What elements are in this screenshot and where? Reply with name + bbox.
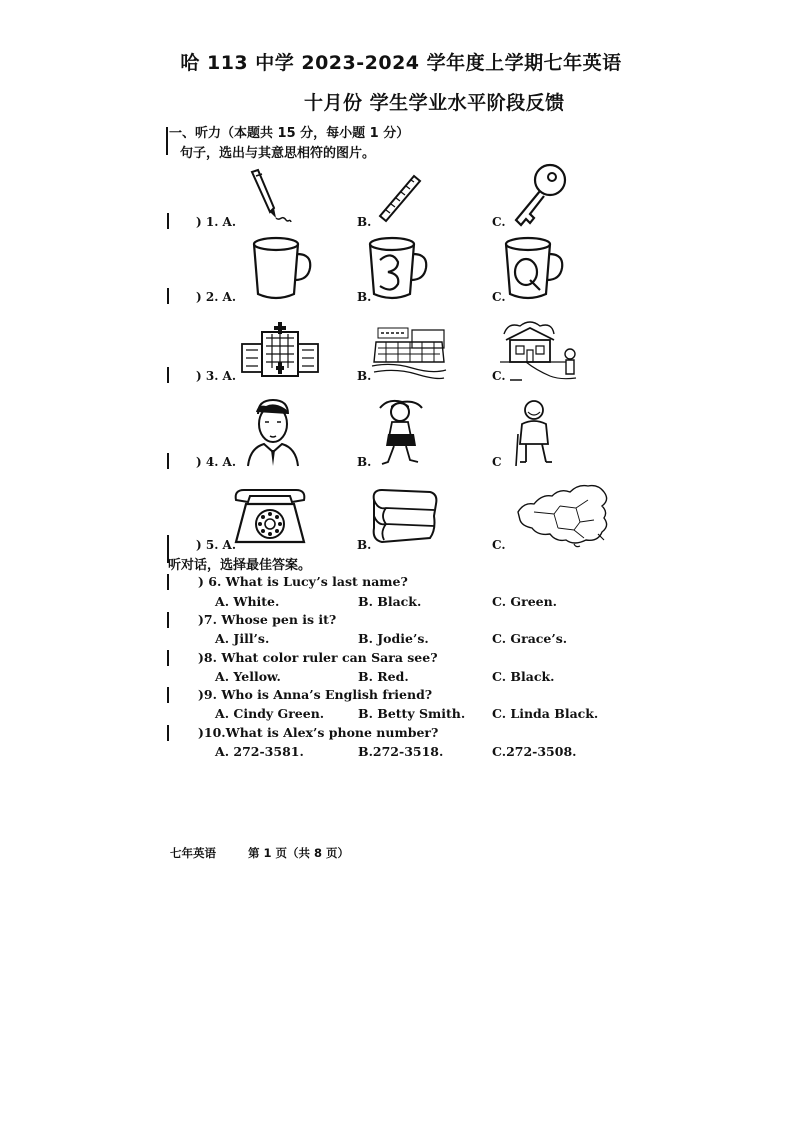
- q7-option-c: C. Grace’s.: [492, 631, 568, 646]
- pen-icon: [244, 168, 292, 230]
- q2-option-b: B.: [357, 290, 372, 304]
- q5-option-b: B.: [357, 538, 372, 552]
- q1-option-b: B.: [357, 215, 372, 229]
- q10-option-b: B.272-3518.: [358, 744, 444, 759]
- q5-label: ) 5. A.: [196, 538, 237, 552]
- q5-option-c: C.: [492, 538, 506, 552]
- q1-label: ) 1. A.: [196, 215, 237, 229]
- part2-instruction: 听对话，选择最佳答案。: [168, 558, 312, 573]
- mug-q-icon: [502, 236, 566, 302]
- q3-label: ) 3. A.: [196, 369, 237, 383]
- page-subtitle: 十月份 学生学业水平阶段反馈: [304, 92, 565, 114]
- school-icon: [372, 326, 446, 380]
- man-icon: [244, 398, 302, 468]
- q10-option-a: A. 272-3581.: [215, 744, 304, 759]
- q3-option-b: B.: [357, 369, 372, 383]
- footer-page-number: 第 1 页（共 8 页）: [248, 846, 350, 860]
- hospital-icon: [238, 322, 322, 380]
- page-title: 哈 113 中学 2023-2024 学年度上学期七年英语: [180, 52, 622, 74]
- q4-label: ) 4. A.: [196, 455, 237, 469]
- q10-option-c: C.272-3508.: [492, 744, 577, 759]
- q1-option-c: C.: [492, 215, 506, 229]
- part1-instruction: 句子，选出与其意思相符的图片。: [180, 146, 376, 161]
- mug-icon: [250, 236, 314, 302]
- q8-option-a: A. Yellow.: [215, 669, 281, 684]
- footer-subject: 七年英语: [170, 846, 216, 860]
- china-map-icon: [514, 482, 616, 550]
- q7-option-b: B. Jodie’s.: [358, 631, 429, 646]
- q10-question: )10.What is Alex’s phone number?: [198, 725, 439, 740]
- q9-option-c: C. Linda Black.: [492, 706, 599, 721]
- q3-option-c: C.: [492, 369, 506, 383]
- quilt-icon: [368, 486, 440, 548]
- q6-option-a: A. White.: [215, 594, 280, 609]
- q6-question: ) 6. What is Lucy’s last name?: [198, 574, 408, 589]
- q9-option-b: B. Betty Smith.: [358, 706, 466, 721]
- ruler-icon: [376, 172, 424, 224]
- q6-option-c: C. Green.: [492, 594, 558, 609]
- q4-option-b: B.: [357, 455, 372, 469]
- q8-question: )8. What color ruler can Sara see?: [198, 650, 438, 665]
- q7-question: )7. Whose pen is it?: [198, 612, 337, 627]
- q8-option-c: C. Black.: [492, 669, 555, 684]
- section-heading: 一、听力（本题共 15 分，每小题 1 分）: [169, 126, 410, 141]
- key-icon: [508, 162, 568, 230]
- telephone-icon: [230, 486, 310, 548]
- q7-option-a: A. Jill’s.: [215, 631, 270, 646]
- q2-label: ) 2. A.: [196, 290, 237, 304]
- q8-option-b: B. Red.: [358, 669, 409, 684]
- q2-option-c: C.: [492, 290, 506, 304]
- section-bracket: [166, 127, 168, 155]
- q6-option-b: B. Black.: [358, 594, 422, 609]
- mug-3-icon: [366, 236, 430, 302]
- q4-option-c: C: [492, 455, 502, 469]
- girl-icon: [376, 398, 426, 470]
- q9-question: )9. Who is Anna’s English friend?: [198, 687, 433, 702]
- q9-option-a: A. Cindy Green.: [215, 706, 325, 721]
- old-man-icon: [508, 398, 558, 468]
- house-icon: [496, 318, 582, 382]
